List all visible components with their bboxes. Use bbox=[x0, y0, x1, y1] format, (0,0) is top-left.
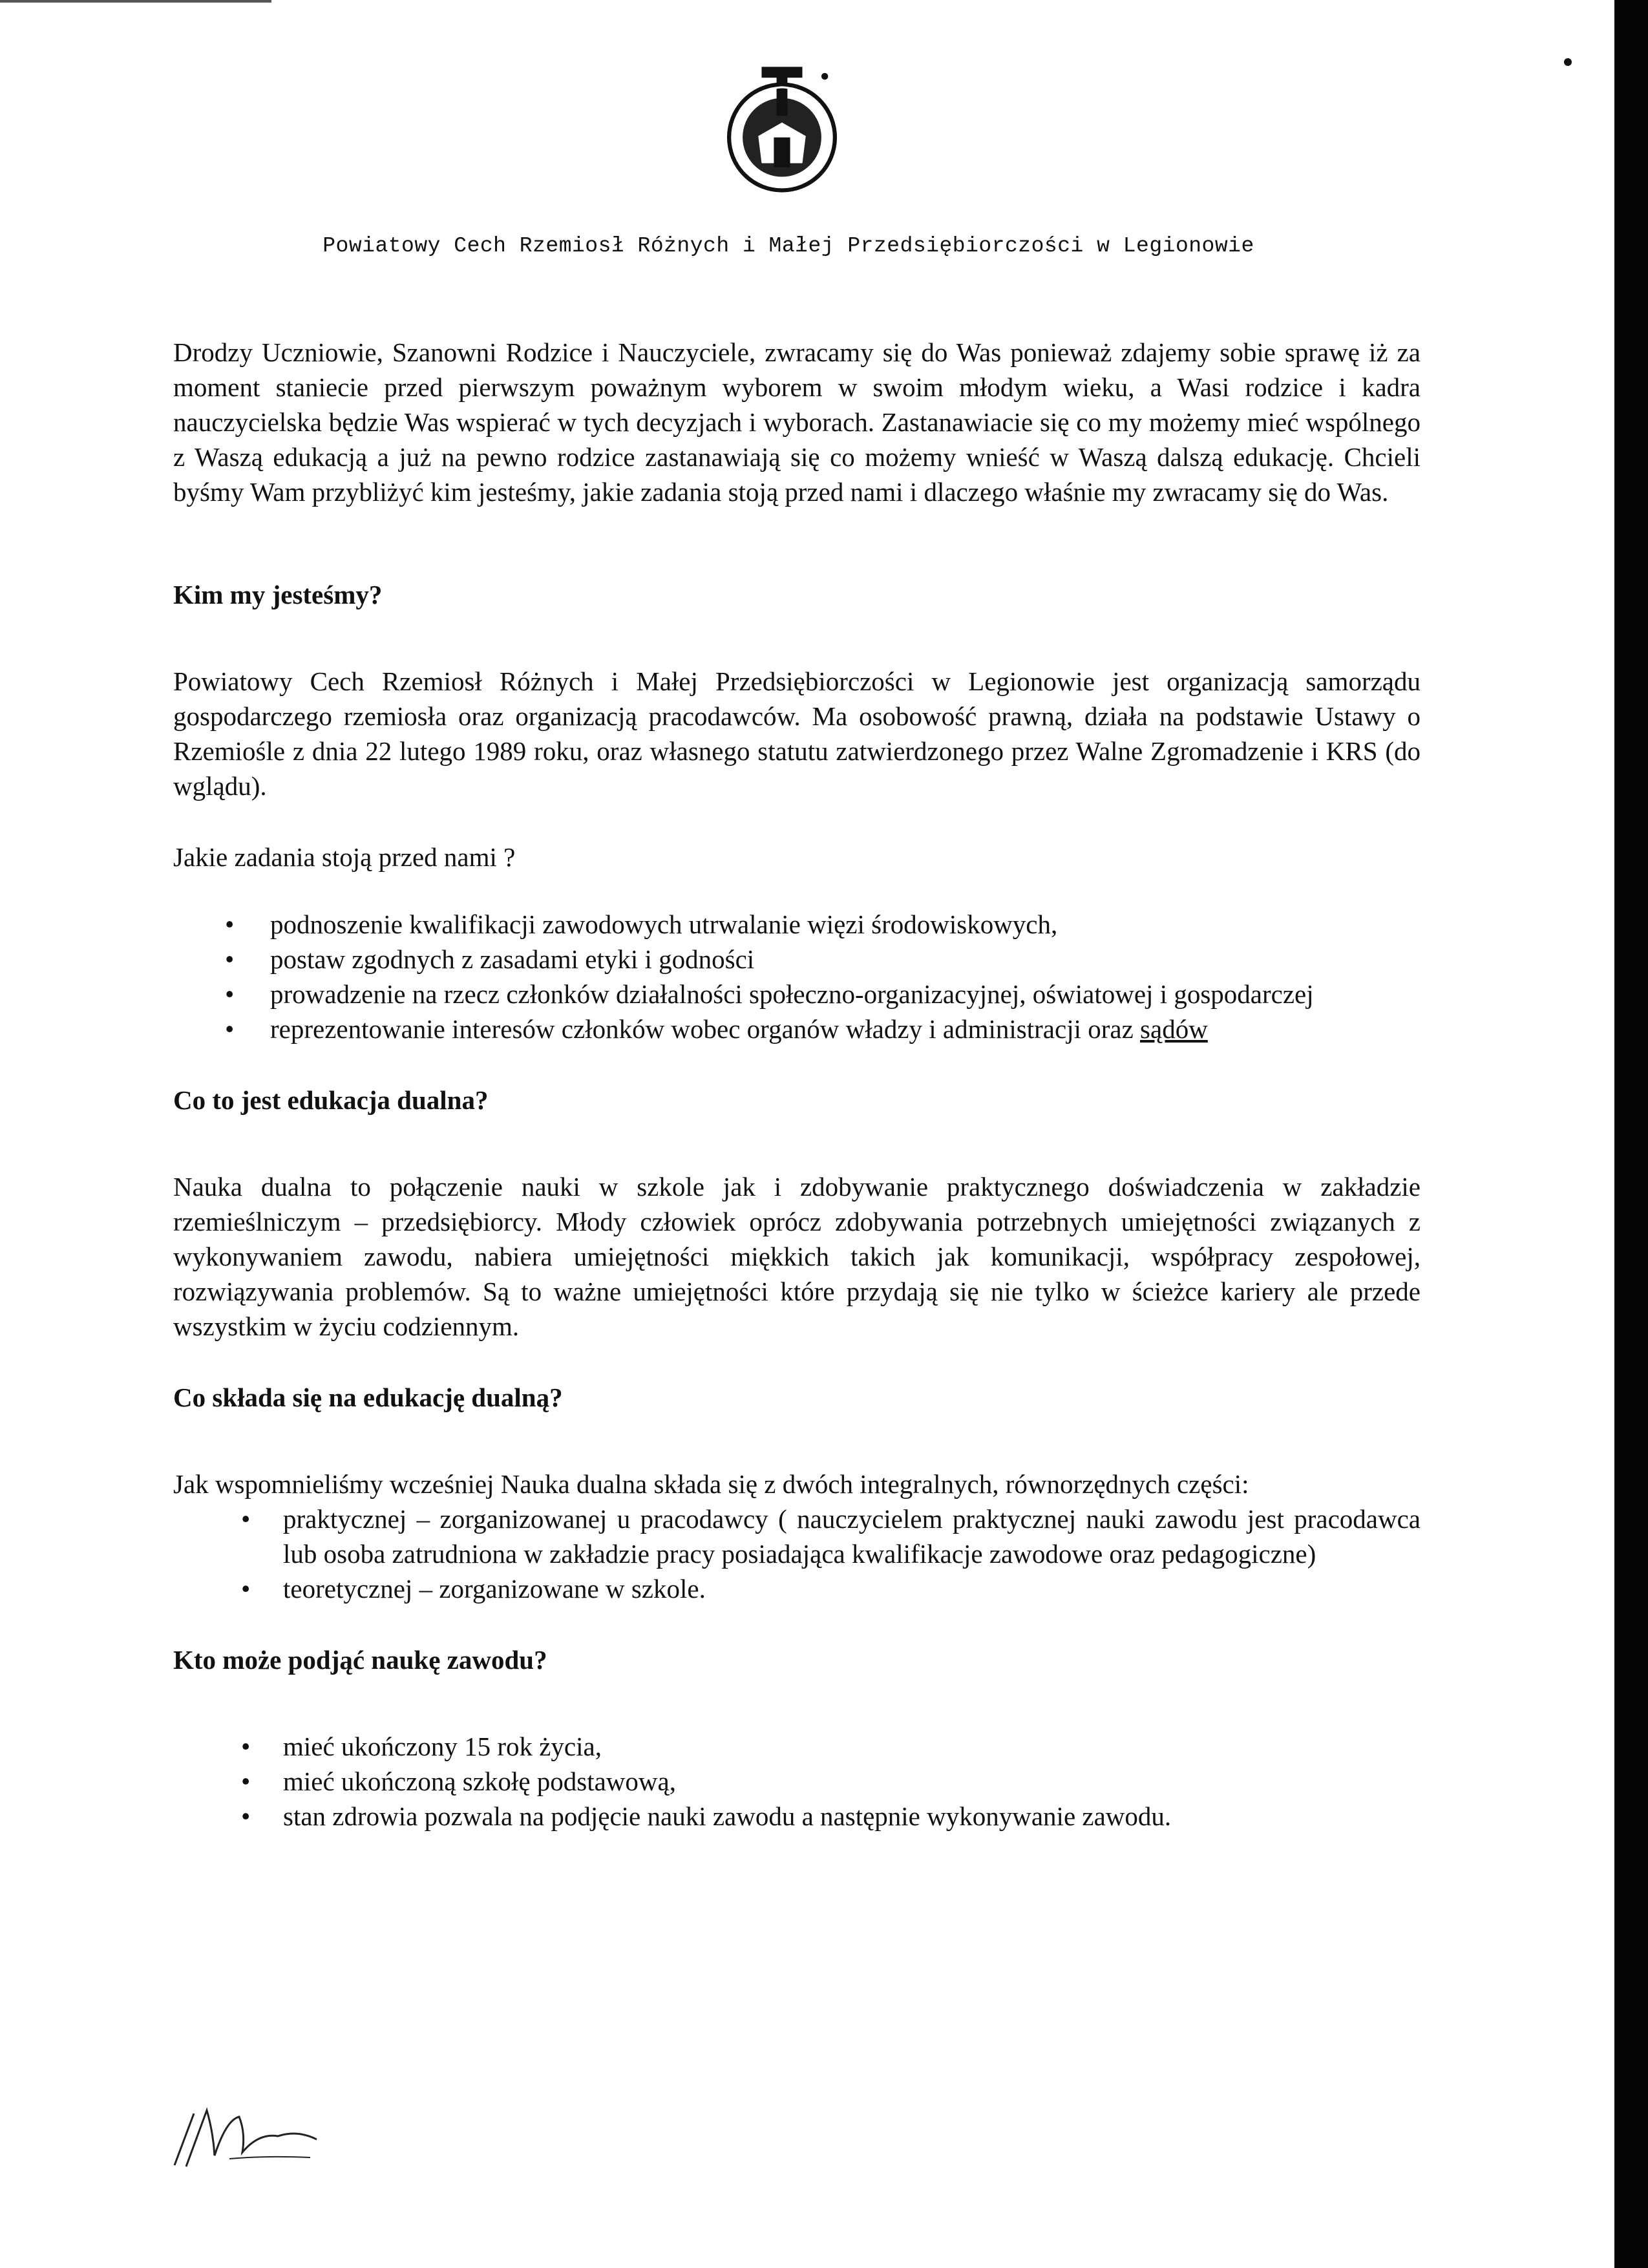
bullet: • bbox=[225, 944, 235, 974]
list-item: • teoretycznej – zorganizowane w szkole. bbox=[173, 1571, 1421, 1606]
who-can-learn-list bbox=[173, 1729, 1421, 1834]
dual-education-paragraph: Nauka dualna to połączenie nauki w szkole jak i zdobywanie praktycznego doświadczenia w zakładzie rzemieślniczym – przedsiębiorcy. Młody człowiek oprócz zdobywania potrzebnych umiejętności związanych z wykonywaniem zawodu, nabiera umiejętności miękkich takich jak komunikacji, współpracy zespołowej, rozwiązywania problemów. Są to ważne umiejętności które przydają się nie tylko w ścieżce kariery ale przede wszystkim w życiu codziennym. bbox=[173, 1172, 1421, 1341]
list-item: • reprezentowanie interesów członków wobec organów władzy i administracji oraz sądów bbox=[173, 1012, 1421, 1046]
scan-border bbox=[1614, 0, 1648, 2268]
list-item: • prowadzenie na rzecz członków działalności społeczno-organizacyjnej, oświatowej i gospodarczej bbox=[173, 977, 1421, 1012]
bullet: • bbox=[241, 1574, 251, 1604]
tasks-question: Jakie zadania stoją przed nami ? bbox=[173, 842, 516, 872]
dual-parts-paragraph: Jak wspomnieliśmy wcześniej Nauka dualna składa się z dwóch integralnych, równorzędnych części: bbox=[173, 1469, 1249, 1499]
dual-parts-list bbox=[173, 1501, 1421, 1606]
bullet: • bbox=[241, 1801, 251, 1831]
document-body bbox=[173, 335, 1421, 1834]
bullet: • bbox=[241, 1766, 251, 1796]
heading-dual-parts: Co składa się na edukację dualną? bbox=[173, 1383, 563, 1412]
list-item: • mieć ukończony 15 rok życia, bbox=[173, 1729, 1421, 1764]
heading-who-can-learn: Kto może podjąć naukę zawodu? bbox=[173, 1645, 547, 1675]
bullet: • bbox=[241, 1732, 251, 1761]
tasks-list bbox=[173, 907, 1421, 1046]
intro-paragraph: Drodzy Uczniowie, Szanowni Rodzice i Nauczyciele, zwracamy się do Was ponieważ zdajemy sobie sprawę iż za moment staniecie przed pierwszym poważnym wyborem w swoim młodym wieku, a Wasi rodzice i kadra nauczycielska będzie Was wspierać w tych decyzjach i wyborach. Zastanawiacie się co my możemy mieć wspólnego z Waszą edukacją a już na pewno rodzice zastanawiają się co możemy wnieść w Waszą dalszą edukację. Chcieli byśmy Wam przybliżyć kim jesteśmy, jakie zadania stoją przed nami i dlaczego właśnie my zwracamy się do Was. bbox=[173, 337, 1421, 507]
list-item: • podnoszenie kwalifikacji zawodowych utrwalanie więzi środowiskowych, bbox=[173, 907, 1421, 942]
list-item: • postaw zgodnych z zasadami etyki i godności bbox=[173, 942, 1421, 977]
organization-header: Powiatowy Cech Rzemiosł Różnych i Małej Przedsiębiorczości w Legionowie bbox=[322, 234, 1254, 258]
list-item: • praktycznej – zorganizowanej u pracodawcy ( nauczycielem praktycznej nauki zawodu jest pracodawca lub osoba zatrudniona w zakładzie pracy posiadająca kwalifikacje zawodowe oraz pedagogiczne) bbox=[173, 1501, 1421, 1571]
bullet: • bbox=[225, 909, 235, 939]
bullet: • bbox=[225, 979, 235, 1009]
bullet: • bbox=[225, 1014, 235, 1044]
heading-who-we-are: Kim my jesteśmy? bbox=[173, 580, 383, 609]
scan-edge-line bbox=[0, 0, 271, 3]
list-item: • mieć ukończoną szkołę podstawową, bbox=[173, 1764, 1421, 1799]
who-we-are-paragraph: Powiatowy Cech Rzemiosł Różnych i Małej Przedsiębiorczości w Legionowie jest organizacją samorządu gospodarczego rzemiosła oraz organizacją pracodawców. Ma osobowość prawną, działa na podstawie Ustawy o Rzemiośle z dnia 22 lutego 1989 roku, oraz własnego statutu zatwierdzonego przez Walne Zgromadzenie i KRS (do wglądu). bbox=[173, 666, 1421, 801]
rzemioslo-logo bbox=[714, 61, 850, 197]
bullet: • bbox=[241, 1504, 251, 1534]
list-item: • stan zdrowia pozwala na podjęcie nauki zawodu a następnie wykonywanie zawodu. bbox=[173, 1799, 1421, 1834]
heading-dual-education: Co to jest edukacja dualna? bbox=[173, 1085, 489, 1115]
scan-dot bbox=[1564, 58, 1572, 66]
handwritten-signature bbox=[168, 2094, 336, 2172]
underlined-word: sądów bbox=[1140, 1014, 1208, 1044]
